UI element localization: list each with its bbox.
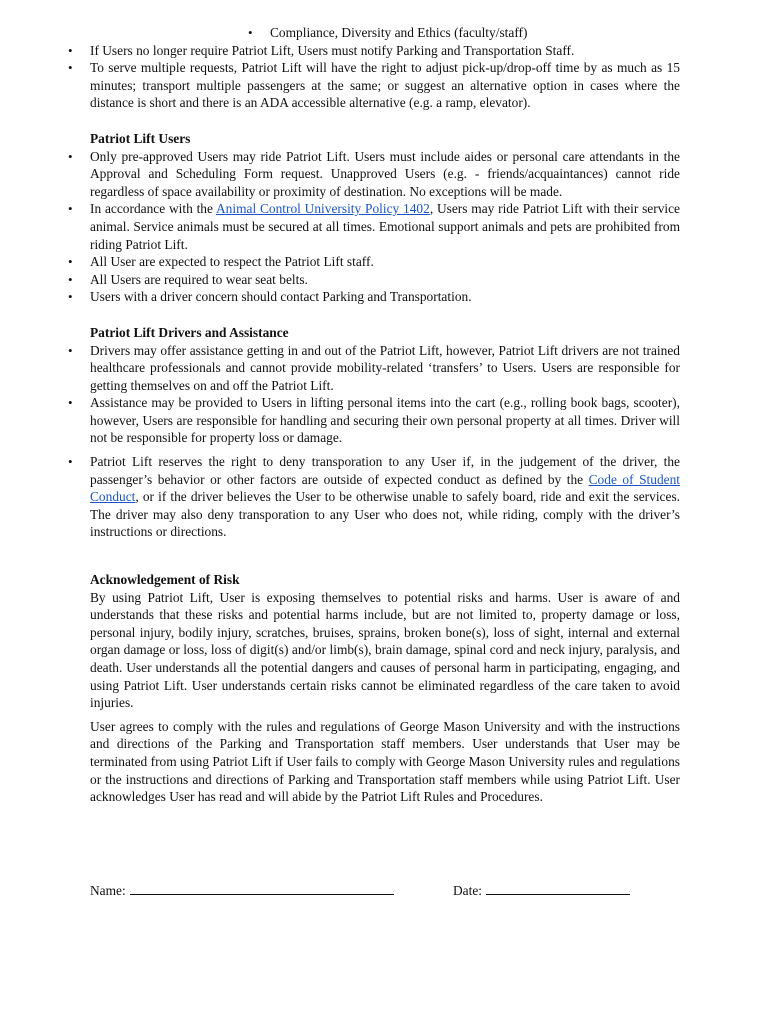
sub-bullet-list bbox=[90, 24, 680, 42]
section-heading-users: Patriot Lift Users bbox=[90, 130, 191, 146]
list-item: • All Users are required to wear seat belts. bbox=[90, 271, 680, 289]
name-line[interactable] bbox=[130, 880, 394, 895]
text-segment: , Users may ride Patriot Lift with their service animal. Service animals must be secured at all times. Emotional support animals and pets are prohibited from riding Patriot Lift. bbox=[90, 201, 680, 252]
date-field[interactable] bbox=[453, 880, 630, 899]
name-label: Name: bbox=[90, 883, 126, 898]
list-item bbox=[90, 200, 680, 253]
date-label: Date: bbox=[453, 883, 482, 898]
users-bullet-list bbox=[90, 148, 680, 306]
list-item: • Users with a driver concern should contact Parking and Transportation. bbox=[90, 288, 680, 306]
list-item: • Drivers may offer assistance getting in and out of the Patriot Lift, however, Patriot Lift drivers are not trained healthcare professionals and cannot provide mobility-related ‘transfers’ to Users. Users are responsible for getting themselves on and off the Patriot Lift. bbox=[90, 342, 680, 395]
list-item: • If Users no longer require Patriot Lift, Users must notify Parking and Transportation Staff. bbox=[90, 42, 680, 60]
risk-paragraph-2: User agrees to comply with the rules and regulations of George Mason University and with the instructions and directions of the Parking and Transportation staff members. User understands that User may be terminated from using Patriot Lift if User fails to comply with George Mason University rules and regulations or the instructions and directions of Parking and Transportation staff members while using Patriot Lift. User acknowledges User has read and will abide by the Patriot Lift Rules and Procedures. bbox=[90, 718, 680, 805]
animal-policy-link[interactable]: Animal Control University Policy 1402 bbox=[216, 201, 430, 217]
document-body bbox=[90, 24, 680, 806]
list-item: • All User are expected to respect the Patriot Lift staff. bbox=[90, 253, 680, 271]
section-heading-risk: Acknowledgement of Risk bbox=[90, 572, 240, 588]
risk-paragraph-1: By using Patriot Lift, User is exposing themselves to potential risks and harms. User is aware of and understands that these risks and potential harms include, but are not limited to, property damage or loss, personal injury, bodily injury, scratches, bruises, sprains, broken bone(s), loss of sight, internal and external organ damage or loss, loss of digit(s) and/or limb(s), brain damage, spinal cord and neck injury, paralysis, and death. User understands all the potential dangers and causes of personal harm in participating, engaging, and using Patriot Lift. User understands certain risks cannot be eliminated regardless of the care taken to avoid injuries. bbox=[90, 589, 680, 711]
student-conduct-link[interactable]: Code of Student Conduct bbox=[90, 471, 680, 505]
list-item: • Assistance may be provided to Users in lifting personal items into the cart (e.g., rolling book bags, scooter), however, Users are responsible for handling and securing their own personal property at all times. Driver will not be responsible for property loss or damage. bbox=[90, 394, 680, 447]
list-item bbox=[90, 453, 680, 541]
date-line[interactable] bbox=[486, 880, 630, 895]
top-bullet-list bbox=[90, 42, 680, 112]
name-field[interactable] bbox=[90, 880, 394, 899]
list-item: • To serve multiple requests, Patriot Lift will have the right to adjust pick-up/drop-off time by as much as 15 minutes; transport multiple passengers at the same; or suggest an alternative option in cases where the distance is short and there is an ADA accessible alternative (e.g. a ramp, elevator). bbox=[90, 59, 680, 112]
text-segment: In accordance with the bbox=[90, 201, 216, 217]
list-item: • Only pre-approved Users may ride Patriot Lift. Users must include aides or personal care attendants in the Approval and Scheduling Form request. Unapproved Users (e.g. - friends/acquaintances) cannot ride regardless of space availability or proximity of destination. No exceptions will be made. bbox=[90, 148, 680, 201]
text-segment: , or if the driver believes the User to be otherwise unable to safely board, ride and exit the services. The driver may also deny transporation to any User who does not, while riding, comply with the driver’s instructions or directions. bbox=[90, 489, 680, 540]
section-heading-drivers: Patriot Lift Drivers and Assistance bbox=[90, 324, 289, 340]
drivers-bullet-list bbox=[90, 342, 680, 542]
text-segment: Patriot Lift reserves the right to deny transporation to any User if, in the judgement of the driver, the passenger’s behavior or other factors are outside of expected conduct as defined by the bbox=[90, 454, 680, 487]
list-item: • Compliance, Diversity and Ethics (faculty/staff) bbox=[270, 24, 680, 42]
